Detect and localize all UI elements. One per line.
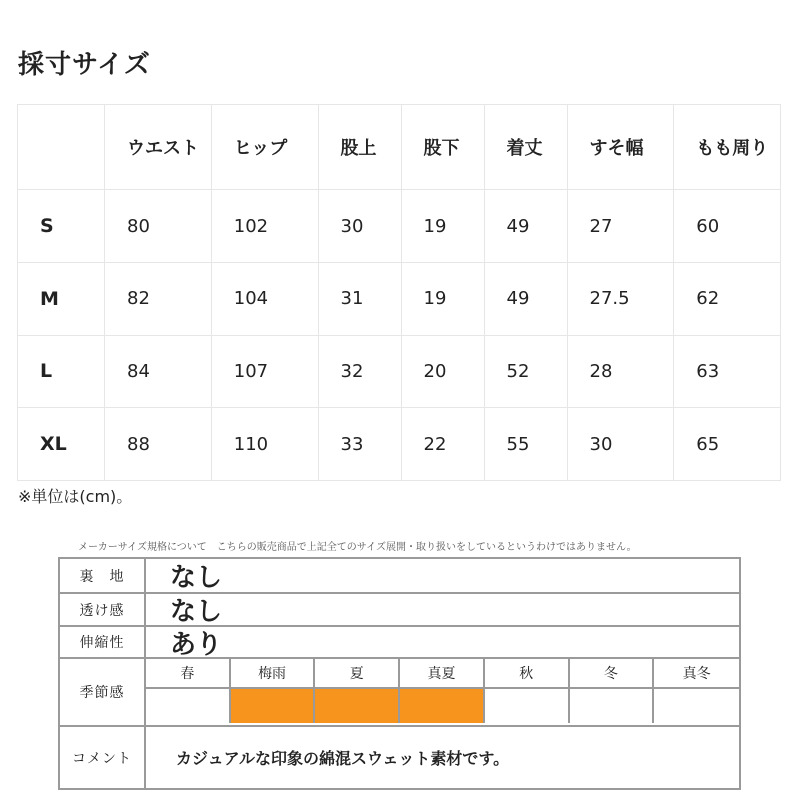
table-cell: 28 <box>567 335 674 408</box>
table-row <box>18 190 781 263</box>
table-cell: 27.5 <box>567 262 674 335</box>
table-cell: 19 <box>401 190 484 263</box>
column-header-length: 着丈 <box>484 105 567 190</box>
page-title: 採寸サイズ <box>18 50 151 80</box>
season-summer: 夏 <box>315 659 400 689</box>
column-header-hem-width: すそ幅 <box>567 105 674 190</box>
stretch-label: 伸縮性 <box>60 627 146 657</box>
season-rainy: 梅雨 <box>231 659 316 689</box>
table-cell: 19 <box>401 262 484 335</box>
table-cell: 104 <box>211 262 318 335</box>
table-cell: 80 <box>105 190 212 263</box>
table-cell: 63 <box>674 335 781 408</box>
table-cell: 88 <box>105 408 212 481</box>
table-cell: 55 <box>484 408 567 481</box>
table-cell: 49 <box>484 190 567 263</box>
size-label: XL <box>18 408 105 481</box>
season-spring: 春 <box>146 659 231 689</box>
table-cell: 60 <box>674 190 781 263</box>
table-cell: 84 <box>105 335 212 408</box>
table-row <box>18 262 781 335</box>
season-indicator <box>315 689 400 723</box>
maker-size-note: メーカーサイズ規格について こちらの販売商品で上記全てのサイズ展開・取り扱いをしているというわけではありません。 <box>78 542 637 553</box>
stretch-value: あり <box>170 629 223 660</box>
column-header-hip: ヒップ <box>211 105 318 190</box>
table-row <box>18 408 781 481</box>
table-cell: 20 <box>401 335 484 408</box>
size-table <box>17 104 781 481</box>
season-midsummer: 真夏 <box>400 659 485 689</box>
column-header-inseam: 股下 <box>401 105 484 190</box>
season-grid <box>146 659 739 725</box>
table-cell: 102 <box>211 190 318 263</box>
season-midwinter: 真冬 <box>654 659 739 689</box>
season-autumn: 秋 <box>485 659 570 689</box>
column-header-waist: ウエスト <box>105 105 212 190</box>
column-header <box>18 105 105 190</box>
table-row <box>18 335 781 408</box>
size-label: S <box>18 190 105 263</box>
table-cell: 30 <box>567 408 674 481</box>
season-winter: 冬 <box>570 659 655 689</box>
size-label: L <box>18 335 105 408</box>
table-cell: 30 <box>318 190 401 263</box>
season-indicator <box>146 689 231 723</box>
table-cell: 32 <box>318 335 401 408</box>
column-header-thigh: もも周り <box>674 105 781 190</box>
season-indicator <box>654 689 739 723</box>
sheer-value: なし <box>170 597 223 627</box>
comment-label: コメント <box>60 727 146 788</box>
season-label: 季節感 <box>60 659 146 725</box>
table-cell: 27 <box>567 190 674 263</box>
table-cell: 65 <box>674 408 781 481</box>
table-cell: 62 <box>674 262 781 335</box>
table-cell: 82 <box>105 262 212 335</box>
season-indicator <box>400 689 485 723</box>
table-cell: 52 <box>484 335 567 408</box>
table-cell: 22 <box>401 408 484 481</box>
lining-label: 裏 地 <box>60 559 146 592</box>
table-cell: 107 <box>211 335 318 408</box>
table-header-row <box>18 105 781 190</box>
season-indicator <box>485 689 570 723</box>
unit-note: ※単位は(cm)。 <box>18 487 133 506</box>
size-label: M <box>18 262 105 335</box>
column-header-rise: 股上 <box>318 105 401 190</box>
season-indicator <box>231 689 316 723</box>
season-indicator <box>570 689 655 723</box>
lining-value: なし <box>170 563 223 593</box>
table-cell: 33 <box>318 408 401 481</box>
sheer-label: 透け感 <box>60 594 146 625</box>
spec-table <box>58 557 741 790</box>
table-cell: 31 <box>318 262 401 335</box>
comment-text: カジュアルな印象の綿混スウェット素材です。 <box>176 749 510 768</box>
table-cell: 110 <box>211 408 318 481</box>
table-cell: 49 <box>484 262 567 335</box>
